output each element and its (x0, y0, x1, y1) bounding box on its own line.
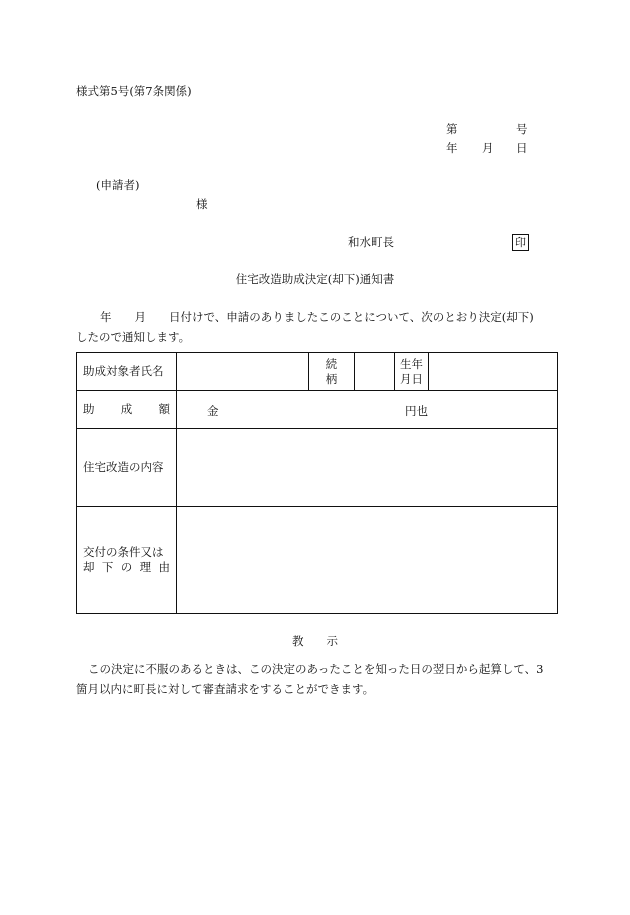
conditions-label-line-2 (83, 560, 170, 575)
table-row-content (77, 429, 558, 507)
table-row-subject (77, 353, 558, 391)
doc-number-prefix: 第 (446, 122, 458, 136)
relation-label: 続 柄 (309, 353, 355, 391)
intro-line-2: したので通知します。 (76, 330, 191, 344)
form-number: 様式第5号(第7条関係) (76, 84, 192, 98)
conditions-label-line-1: 交付の条件又は (83, 545, 164, 560)
conditions-label (77, 507, 177, 614)
intro-paragraph (76, 307, 556, 347)
amount-value[interactable] (177, 391, 558, 429)
amount-label-char: 成 (120, 402, 133, 417)
instruction-line-1: この決定に不服のあるときは、この決定のあったことを知った日の翌日から起算して、3 (88, 662, 544, 676)
relation-value[interactable] (355, 353, 395, 391)
subject-name-label: 助成対象者氏名 (77, 353, 177, 391)
amount-label-char: 額 (158, 402, 170, 417)
applicant-label: (申請者) (96, 178, 140, 192)
conditions-label-char: 却 (83, 560, 95, 574)
amount-suffix: 円也 (405, 403, 428, 418)
conditions-label-char: 下 (101, 560, 114, 574)
subject-name-value[interactable] (177, 353, 309, 391)
table-row-conditions (77, 507, 558, 614)
date-year-label: 年 (446, 141, 458, 155)
conditions-label-char: 理 (139, 560, 152, 574)
seal-stamp: 印 (512, 234, 529, 251)
conditions-label-char: の (120, 560, 133, 574)
conditions-label-char: 由 (158, 560, 170, 574)
birthdate-value[interactable] (429, 353, 558, 391)
document-title: 住宅改造助成決定(却下)通知書 (235, 272, 395, 286)
amount-prefix: 金 (207, 403, 219, 418)
instruction-paragraph (76, 659, 556, 699)
content-label: 住宅改造の内容 (77, 429, 177, 507)
subsidy-form-table (76, 352, 558, 614)
content-value[interactable] (177, 429, 558, 507)
amount-label-char: 助 (83, 402, 95, 417)
birthdate-label-line-1: 生年 (400, 356, 423, 371)
birthdate-label-line-2: 月日 (400, 371, 423, 386)
doc-number-suffix: 号 (516, 122, 528, 136)
issuer-title: 和水町長 (348, 235, 394, 249)
table-row-amount (77, 391, 558, 429)
intro-line-1: 年 月 日付けで、申請のありましたこのことについて、次のとおり決定(却下) (100, 310, 534, 324)
date-month-label: 月 (482, 141, 494, 155)
date-day-label: 日 (516, 141, 528, 155)
birthdate-label (395, 353, 429, 391)
conditions-value[interactable] (177, 507, 558, 614)
honorific-sama: 様 (196, 197, 208, 211)
amount-label (77, 391, 177, 429)
instruction-heading: 教 示 (292, 634, 338, 648)
instruction-line-2: 箇月以内に町長に対して審査請求をすることができます。 (76, 682, 375, 696)
